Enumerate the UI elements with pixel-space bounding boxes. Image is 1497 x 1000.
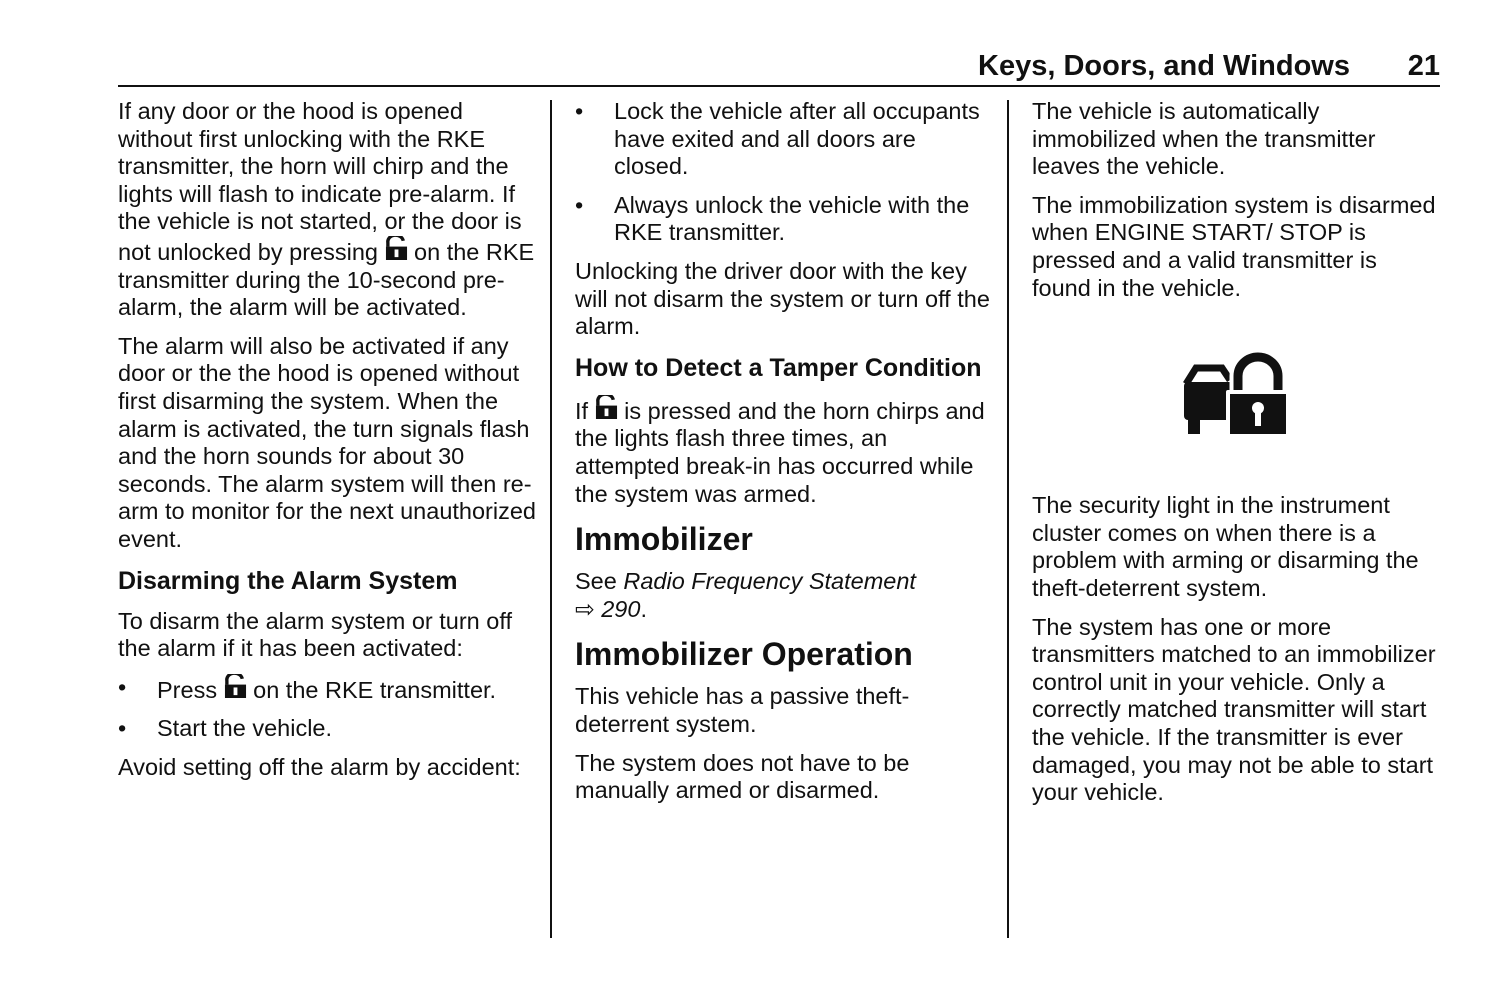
auto-immobilized-paragraph: The vehicle is automatically immobilized when the transmitter leaves the vehicle. (1032, 98, 1376, 180)
bullet: • (118, 673, 127, 700)
unlock-icon (224, 674, 247, 699)
security-light-paragraph: The security light in the instrument cluster comes on when there is a problem with arming or disarming the theft-deterrent system. (1032, 492, 1419, 601)
unlock-icon (385, 236, 408, 261)
bullet: • (575, 191, 584, 218)
immobilizer-operation-heading: Immobilizer Operation (575, 636, 913, 673)
list-item: • Start the vehicle. (118, 715, 333, 742)
alarm-activation-paragraph: The alarm will also be activated if any door or the the hood is opened without first disarming the system. When the alarm is activated, the turn signals flash and the horn sounds for about 30 seconds. The alarm system will then re-arm to monitor for the next unauthorized event. (118, 332, 536, 552)
disarm-start-paragraph: The immobilization system is disarmed when ENGINE START/ STOP is pressed and a valid transmitter is found in the vehicle. (1032, 191, 1436, 301)
column-divider-1 (550, 100, 552, 938)
radio-frequency-reference: See Radio Frequency Statement ⇨ 290. (575, 568, 916, 622)
passive-system-paragraph: This vehicle has a passive theft-deterrent system. (575, 683, 910, 737)
page-header (118, 50, 1440, 86)
reference-page[interactable]: 290 (601, 595, 641, 622)
column-2 (575, 98, 995, 816)
page-number: 21 (1407, 50, 1440, 82)
avoid-alarm-paragraph: Avoid setting off the alarm by accident: (118, 753, 521, 780)
header-rule (118, 85, 1440, 87)
bullet: • (575, 98, 584, 124)
immobilizer-heading: Immobilizer (575, 521, 753, 558)
transmitter-match-paragraph: The system has one or more transmitters matched to an immobilizer control unit in your vehicle. Only a correctly matched transmitter will start the vehicle. If the transmitter is ever damaged, you may not be able to start your vehicle. (1032, 613, 1436, 806)
manual-arm-paragraph: The system does not have to be manually armed or disarmed. (575, 749, 910, 804)
disarm-intro-paragraph: To disarm the alarm system or turn off the alarm if it has been activated: (118, 607, 512, 662)
driver-door-paragraph: Unlocking the driver door with the key will not disarm the system or turn off the alarm. (575, 257, 990, 340)
list-item: • Lock the vehicle after all occupants have exited and all doors are closed. (575, 98, 980, 180)
cross-reference-link[interactable]: Radio Frequency Statement (623, 568, 916, 595)
bullet: • (118, 715, 127, 742)
avoid-tips-list (575, 98, 995, 247)
security-light-icon (1182, 352, 1290, 438)
page-arrow-icon: ⇨ (575, 595, 595, 622)
disarming-heading: Disarming the Alarm System (118, 566, 458, 595)
tamper-heading: How to Detect a Tamper Condition (575, 353, 982, 382)
pre-alarm-paragraph: If any door or the hood is opened without first unlocking with the RKE transmitter, the horn will chirp and the lights will flash to indicate pre-alarm. If the vehicle is not started, or the door is not unlocked by pressing on the RKE transmitter during the 10-second pre-alarm, the alarm will be activated. (118, 98, 535, 321)
tamper-paragraph: If is pressed and the horn chirps and the lights flash three times, an attempted break-in has occurred while the system was armed. (575, 395, 995, 508)
unlock-icon (595, 395, 618, 420)
list-item: • Always unlock the vehicle with the RKE transmitter. (575, 191, 970, 246)
section-title: Keys, Doors, and Windows (978, 50, 1350, 82)
disarm-steps-list (118, 674, 538, 743)
column-1 (118, 98, 538, 792)
column-divider-2 (1007, 100, 1009, 938)
list-item: • Press on the RKE transmitter. (118, 673, 497, 703)
column-3 (1032, 98, 1437, 818)
